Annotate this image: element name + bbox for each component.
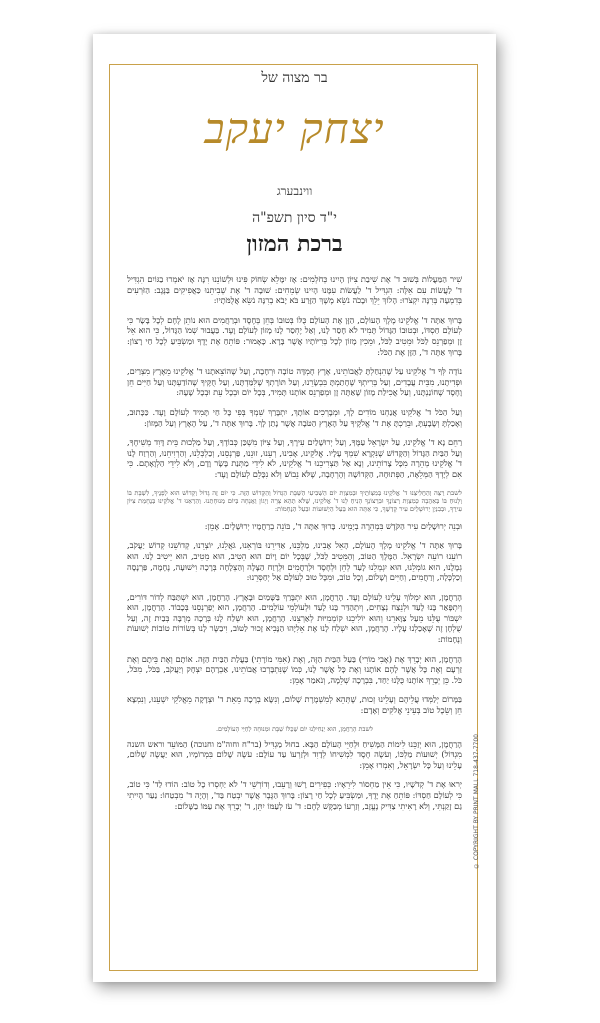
prayer-text — [127, 274, 462, 964]
bar-mitzvah-of-label — [93, 70, 496, 87]
event-date: י"ד סיון תשפ"ה — [252, 210, 337, 226]
honoree-name: יצחק יעקב — [204, 104, 385, 153]
paragraph-baal-habayit: הָרַחֲמָן, הוּא יְבָרֵךְ אֶת (אָבִי מוֹרִי) בַּעַל הַבַּיִת הַזֶּה, וְאֶת (אִמִּי מוֹרָתִי) בַּעֲלַת הַבַּיִת הַזֶּה. אוֹתָם וְאֶת בֵּיתָם וְאֶת זַרְעָם וְאֶת כָּל אֲשֶׁר לָהֶם אוֹתָנוּ וְאֶת כָּל אֲשֶׁר לָנוּ, כְּמוֹ שֶׁנִּתְבָּרְכוּ אֲבוֹתֵינוּ, אַבְרָהָם יִצְחָק וְיַעֲקֹב, בַּכֹּל, מִכֹּל, כֹּל. כֵּן יְבָרֵךְ אוֹתָנוּ כֻּלָּנוּ יַחַד, בִּבְרָכָה שְׁלֵמָה, וְנֹאמַר אָמֵן: — [127, 653, 462, 685]
paragraph-bamarom: בַּמָּרוֹם יְלַמְּדוּ עֲלֵיהֶם וְעָלֵינוּ זְכוּת, שֶׁתְּהֵא לְמִשְׁמֶרֶת שָׁלוֹם, וְנִשָּׂא בְרָכָה מֵאֵת ד' וּצְדָקָה מֵאֱלֹקֵי יִשְׁעֵנוּ, וְנִמְצָא חֵן וְשֵׂכֶל טוֹב בְּעֵינֵי אֱלֹקִים וְאָדָם: — [127, 694, 462, 716]
paragraph-hazan: בָּרוּךְ אַתָּה ד' אֱלֹקֵינוּ מֶלֶךְ הָעוֹלָם, הַזָּן אֶת הָעוֹלָם כֻּלּוֹ בְּטוּבוֹ בְּחֵן בְּחֶסֶד וּבְרַחֲמִים הוּא נוֹתֵן לֶחֶם לְכָל בָּשָׂר כִּי לְעוֹלָם חַסְדּוֹ, וּבְטוּבוֹ הַגָּדוֹל תָּמִיד לֹא חָסַר לָנוּ, וְאַל יֶחְסַר לָנוּ מָזוֹן לְעוֹלָם וָעֶד. בַּעֲבוּר שְׁמוֹ הַגָּדוֹל, כִּי הוּא אֵל זָן וּמְפַרְנֵס לַכֹּל וּמֵטִיב לַכֹּל, וּמֵכִין מָזוֹן לְכָל בְּרִיּוֹתָיו אֲשֶׁר בָּרָא. כָּאָמוּר: פּוֹתֵחַ אֶת יָדֶךָ וּמַשְׂבִּיעַ לְכָל חַי רָצוֹן: בָּרוּךְ אַתָּה ד', הַזָּן אֶת הַכֹּל: — [127, 314, 462, 357]
paragraph-hatov-vehameitiv: בָּרוּךְ אַתָּה ד' אֱלֹקֵינוּ מֶלֶךְ הָעוֹלָם, הָאֵל אָבִינוּ, מַלְכֵּנוּ, אַדִּירֵנוּ בּוֹרְאֵנוּ, גֹּאֲלֵנוּ, יוֹצְרֵנוּ, קְדוֹשֵׁנוּ קְדוֹשׁ יַעֲקֹב, רוֹעֵנוּ רוֹעֵה יִשְׂרָאֵל. הַמֶּלֶךְ הַטּוֹב, וְהַמֵּטִיב לַכֹּל, שֶׁבְּכָל יוֹם וָיוֹם הוּא הֵטִיב, הוּא מֵטִיב, הוּא יֵיטִיב לָנוּ. הוּא גְמָלָנוּ, הוּא גוֹמְלֵנוּ, הוּא יִגְמְלֵנוּ לָעַד לְחֵן וּלְחֶסֶד וּלְרַחֲמִים וּלְרֶוַח הַצָּלָה וְהַצְלָחָה בְּרָכָה וִישׁוּעָה, נֶחָמָה, פַּרְנָסָה וְכַלְכָּלָה, וְרַחֲמִים, וְחַיִּים וְשָׁלוֹם, וְכָל טוֹב, וּמִכָּל טוּב לְעוֹלָם אַל יְחַסְּרֵנוּ: — [127, 540, 462, 583]
paragraph-migdol: הָרַחֲמָן, הוּא יְזַכֵּנוּ לִימוֹת הַמָּשִׁיחַ וּלְחַיֵּי הָעוֹלָם הַבָּא. בחול מַגְדִּיל (בר"ח וחוה"מ וחנוכה) הַמּוֹעֵד וראש השנה מִגְדּוֹל) יְשׁוּעוֹת מַלְכּוֹ, וְעֹשֶׂה חֶסֶד לִמְשִׁיחוֹ לְדָוִד וּלְזַרְעוֹ עַד עוֹלָם: עֹשֶׂה שָׁלוֹם בִּמְרוֹמָיו, הוּא יַעֲשֶׂה שָׁלוֹם, עָלֵינוּ וְעַל כָּל יִשְׂרָאֵל, וְאִמְרוּ אָמֵן: — [127, 738, 462, 770]
paragraph-rachem: רַחֵם נָא ד' אֱלֹקֵינוּ, עַל יִשְׂרָאֵל עַמֶּךָ, וְעַל יְרוּשָׁלַיִם עִירֶךָ, וְעַל צִיּוֹן מִשְׁכַּן כְּבוֹדֶךָ, וְעַל מַלְכוּת בֵּית דָּוִד מְשִׁיחֶךָ, וְעַל הַבַּיִת הַגָּדוֹל וְהַקָּדוֹשׁ שֶׁנִּקְרָא שִׁמְךָ עָלָיו. אֱלֹקֵינוּ, אָבִינוּ, רְעֵנוּ, זוּנֵנוּ, פַּרְנְסֵנוּ, וְכַלְכְּלֵנוּ, וְהַרְוִיחֵנוּ, וְהַרְוַח לָנוּ ד' אֱלֹקֵינוּ מְהֵרָה מִכָּל צָרוֹתֵינוּ, וְנָא אַל תַּצְרִיכֵנוּ ד' אֱלֹקֵינוּ, לֹא לִידֵי מַתְּנַת בָּשָׂר וָדָם, וְלֹא לִידֵי הַלְוָאָתָם. כִּי אִם לְיָדְךָ הַמְּלֵאָה, הַפְּתוּחָה, הַקְּדוֹשָׁה וְהָרְחָבָה, שֶׁלֹּא נֵבוֹשׁ וְלֹא נִכָּלֵם לְעוֹלָם וָעֶד: — [127, 437, 462, 479]
bencher-card — [93, 34, 496, 982]
paragraph-retzei: לשבת רְצֵה וְהַחֲלִיצֵנוּ ד' אֱלֹקֵינוּ בְּמִצְוֹתֶיךָ וּבְמִצְוַת יוֹם הַשְּׁבִיעִי הַשַּׁבָּת הַגָּדוֹל וְהַקָּדוֹשׁ הַזֶּה. כִּי יוֹם זֶה גָּדוֹל וְקָדוֹשׁ הוּא לְפָנֶיךָ, לִשְׁבָּת בּוֹ וְלָנוּחַ בּוֹ בְּאַהֲבָה כְּמִצְוַת רְצוֹנֶךָ וּבִרְצוֹנְךָ הָנִיחַ לָנוּ ד' אֱלֹקֵינוּ, שֶׁלֹּא תְהֵא צָרָה וְיָגוֹן וַאֲנָחָה בְּיוֹם מְנוּחָתֵנוּ. וְהַרְאֵנוּ ד' אֱלֹקֵינוּ בְּנֶחָמַת צִיּוֹן עִירֶךָ, וּבְבִנְיַן יְרוּשָׁלַיִם עִיר קָדְשֶׁךָ, כִּי אַתָּה הוּא בַּעַל הַיְשׁוּעוֹת וּבַעַל הַנֶּחָמוֹת: — [127, 488, 462, 514]
paragraph-veal-hakol: וְעַל הַכֹּל ד' אֱלֹקֵינוּ אֲנַחְנוּ מוֹדִים לָךְ, וּמְבָרְכִים אוֹתָךְ, יִתְבָּרַךְ שִׁמְךָ בְּפִי כָּל חַי תָּמִיד לְעוֹלָם וָעֶד. כַּכָּתוּב, וְאָכַלְתָּ וְשָׂבָעְתָּ, וּבֵרַכְתָּ אֶת ד' אֱלֹקֶיךָ עַל הָאָרֶץ הַטֹּבָה אֲשֶׁר נָתַן לָךְ. בָּרוּךְ אַתָּה ד', עַל הָאָרֶץ וְעַל הַמָּזוֹן: — [127, 406, 462, 428]
page-title: ברכת המזון — [246, 231, 343, 257]
bar-mitzvah-of-text: בר מצוה של — [251, 70, 337, 86]
family-name: ווינבערג — [276, 184, 313, 198]
paragraph-yeru: יְראוּ אֶת ד' קְדֹשָׁיו, כִּי אֵין מַחְסוֹר לִירֵאָיו: כְּפִירִים רָשׁוּ וְרָעֵבוּ, וְדוֹרְשֵׁי ד' לֹא יַחְסְרוּ כָל טוֹב: הוֹדוּ לַד' כִּי טוֹב, כִּי לְעוֹלָם חַסְדּוֹ: פּוֹתֵחַ אֶת יָדֶךָ, וּמַשְׂבִּיעַ לְכָל חַי רָצוֹן: בָּרוּךְ הַגֶּבֶר אֲשֶׁר יִבְטַח בַּד', וְהָיָה ד' מִבְטַחוֹ: נַעַר הָיִיתִי גַם זָקַנְתִּי, וְלֹא רָאִיתִי צַדִּיק נֶעֱזָב, וְזַרְעוֹ מְבַקֶּשׁ לָחֶם: ד' עֹז לְעַמּוֹ יִתֵּן, ד' יְבָרֵךְ אֶת עַמּוֹ בַשָּׁלוֹם: — [127, 779, 462, 811]
paragraph-uvneh: וּבְנֵה יְרוּשָׁלַיִם עִיר הַקֹּדֶשׁ בִּמְהֵרָה בְיָמֵינוּ. בָּרוּךְ אַתָּה ד', בּוֹנֵה בְרַחֲמָיו יְרוּשָׁלָיִם. אָמֵן: — [204, 520, 462, 531]
copyright-notice: © COPYRIGHT BY PRINT MALL 718-437-7700 — [473, 734, 480, 869]
paragraph-shir-hamaalot: שִׁיר הַמַּעֲלוֹת בְּשׁוּב ד' אֶת שִׁיבַת צִיּוֹן הָיִינוּ כְּחֹלְמִים: אָז יִמָּלֵא שְׂחוֹק פִּינוּ וּלְשׁוֹנֵנוּ רִנָּה אָז יֹאמְרוּ בַגּוֹיִם הִגְדִּיל ד' לַעֲשׂוֹת עִם אֵלֶּה: הִגְדִּיל ד' לַעֲשׂוֹת עִמָּנוּ הָיִינוּ שְׂמֵחִים: שׁוּבָה ד' אֶת שְׁבִיתֵנוּ כַּאֲפִיקִים בַּנֶּגֶב: הַזֹּרְעִים בְּדִמְעָה בְּרִנָּה יִקְצֹרוּ: הָלוֹךְ יֵלֵךְ וּבָכֹה נֹשֵׂא מֶשֶׁךְ הַזָּרַע בֹּא יָבֹא בְרִנָּה נֹשֵׂא אֲלֻמֹּתָיו: — [127, 274, 462, 306]
paragraph-nodeh: נוֹדֶה לְּךָ ד' אֱלֹקֵינוּ עַל שֶׁהִנְחַלְתָּ לַאֲבוֹתֵינוּ, אֶרֶץ חֶמְדָּה טוֹבָה וּרְחָבָה, וְעַל שֶׁהוֹצֵאתָנוּ ד' אֱלֹקֵינוּ מֵאֶרֶץ מִצְרַיִם, וּפְדִיתָנוּ, מִבֵּית עֲבָדִים, וְעַל בְּרִיתְךָ שֶׁחָתַמְתָּ בִּבְשָׂרֵנוּ, וְעַל תּוֹרָתְךָ שֶׁלִּמַּדְתָּנוּ, וְעַל חֻקֶּיךָ שֶׁהוֹדַעְתָּנוּ וְעַל חַיִּים חֵן וָחֶסֶד שֶׁחוֹנַנְתָּנוּ, וְעַל אֲכִילַת מָזוֹן שָׁאַתָּה זָן וּמְפַרְנֵס אוֹתָנוּ תָּמִיד, בְּכָל יוֹם וּבְכָל עֵת וּבְכָל שָׁעָה: — [127, 366, 462, 398]
paragraph-harachaman: הָרַחֲמָן, הוּא יִמְלוֹךְ עָלֵינוּ לְעוֹלָם וָעֶד. הָרַחֲמָן, הוּא יִתְבָּרַךְ בַּשָּׁמַיִם וּבָאָרֶץ. הָרַחֲמָן, הוּא יִשְׁתַּבַּח לְדוֹר דּוֹרִים, וְיִתְפָּאַר בָּנוּ לָעַד וּלְנֵצַח נְצָחִים, וְיִתְהַדַּר בָּנוּ לָעַד וּלְעוֹלְמֵי עוֹלָמִים. הָרַחֲמָן, הוּא יְפַרְנְסֵנוּ בְּכָבוֹד. הָרַחֲמָן, הוּא יִשְׁבּוֹר עֻלֵּנוּ מֵעַל צַוָּארֵנוּ וְהוּא יוֹלִיכֵנוּ קוֹמְמִיּוּת לְאַרְצֵנוּ. הָרַחֲמָן, הוּא יִשְׁלַח לָנוּ בְּרָכָה מְרֻבָּה בְּבַיִת זֶה, וְעַל שֻׁלְחָן זֶה שֶׁאָכַלְנוּ עָלָיו. הָרַחֲמָן, הוּא יִשְׁלַח לָנוּ אֶת אֵלִיָּהוּ הַנָּבִיא זָכוּר לַטּוֹב, וִיבַשֶּׂר לָנוּ בְּשׂוֹרוֹת טוֹבוֹת יְשׁוּעוֹת וְנֶחָמוֹת: — [127, 591, 462, 645]
paragraph-shabbat-harachaman: לשבת הָרַחֲמָן, הוּא יַנְחִילֵנוּ יוֹם שֶׁכֻּלּוֹ שַׁבָּת וּמְנוּחָה לְחַיֵּי הָעוֹלָמִים. — [215, 724, 374, 733]
